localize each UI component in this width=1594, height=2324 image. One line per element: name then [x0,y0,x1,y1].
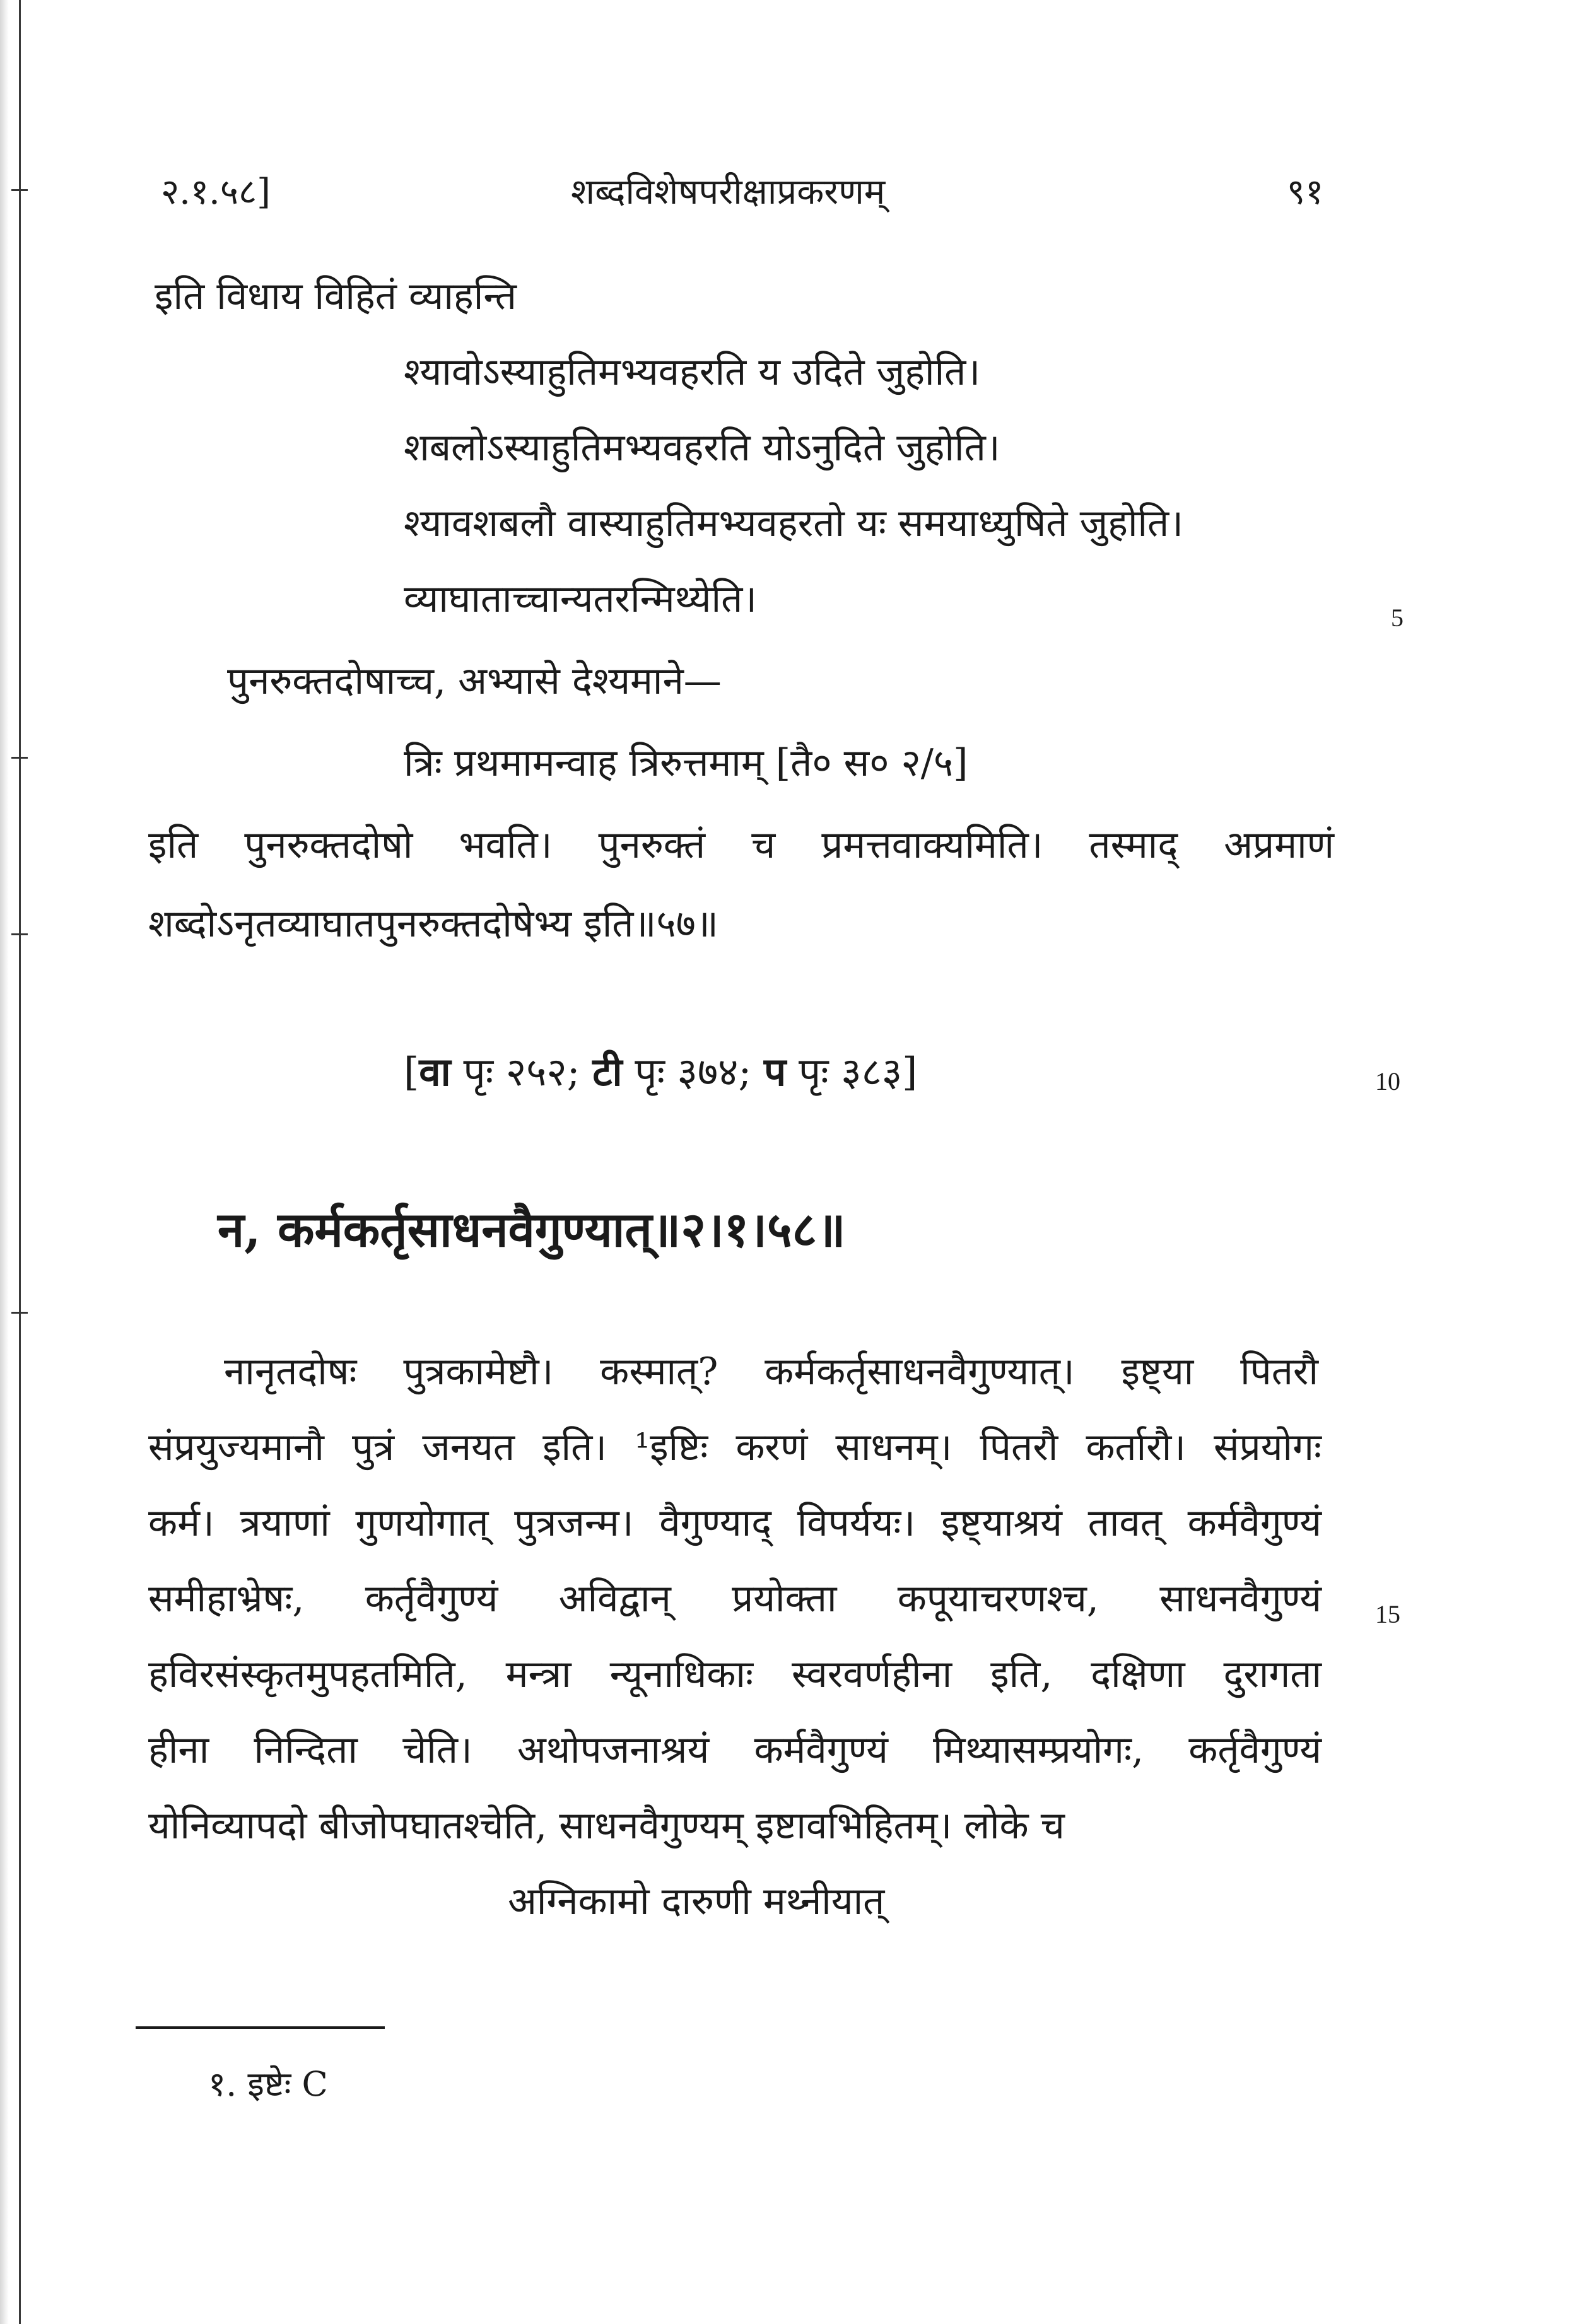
quote-line: श्यावशबलौ वास्याहुतिमभ्यवहरतो यः समयाध्युषिते जुहोति। [404,501,1183,546]
header-page-number: ९१ [1287,172,1324,213]
gutter-mark [11,1312,28,1314]
gutter-mark [11,933,28,935]
commentary-line: कर्म। त्रयाणां गुणयोगात् पुत्रजन्म। वैगुण्याद् विपर्ययः। इष्ट्याश्रयं तावत् कर्मवैगुण्यं [148,1501,1321,1545]
scan-edge-shadow [0,0,9,2324]
commentary-line: समीहाभ्रेषः, कर्तृवैगुण्यं अविद्वान् प्रयोक्ता कपूयाचरणश्च, साधनवैगुण्यं [148,1577,1321,1621]
reference-pa: प [764,1049,787,1095]
footnote-rule [136,2026,385,2029]
quote-line: त्रिः प्रथमामन्वाह त्रिरुत्तमाम् [तै० स० २/५] [404,741,968,785]
commentary-line: संप्रयुज्यमानौ पुत्रं जनयत इति। ¹इष्टिः करणं साधनम्। पितरौ कर्तारौ। संप्रयोगः [148,1425,1321,1469]
footnote: १. इष्टेः C [208,2064,328,2104]
line-number: 10 [1375,1067,1400,1095]
paragraph-line: इति पुनरुक्तदोषो भवति। पुनरुक्तं च प्रमत्तवाक्यमिति। तस्माद् अप्रमाणं [148,823,1334,867]
header-chapter-title: शब्दविशेषपरीक्षाप्रकरणम् [571,172,886,213]
reference-va: वा [419,1049,451,1095]
reference-ti: टी [592,1049,623,1095]
commentary-line: नानृतदोषः पुत्रकामेष्टौ। कस्मात्? कर्मकर्तृसाधनवैगुण्यात्। इष्ट्या पितरौ [224,1350,1318,1394]
reference-va-page: पृः २५२; [450,1049,593,1095]
edition-reference [404,1037,917,1107]
intro-line: इति विधाय विहितं व्याहन्ति [155,274,517,318]
line-number: 15 [1375,1600,1400,1628]
reference-pa-page: पृः ३८३] [786,1049,918,1095]
quote-line: व्याघाताच्चान्यतरन्मिथ्येति। [404,577,758,621]
paragraph-line: शब्दोऽनृतव्याघातपुनरुक्तदोषेभ्य इति॥५७॥ [148,902,718,946]
line-number: 5 [1391,604,1404,632]
header-verse-ref: २.१.५८] [161,172,271,213]
reference-open-bracket: [ [404,1049,419,1095]
punarukta-line: पुनरुक्तदोषाच्च, अभ्यासे देश्यमाने— [227,659,722,703]
quote-line: श्यावोऽस्याहुतिमभ्यवहरति य उदिते जुहोति। [404,350,981,394]
binding-edge-line [19,0,21,2324]
gutter-mark [11,757,28,759]
gutter-mark [11,189,28,191]
commentary-line: हविरसंस्कृतमुपहतमिति, मन्त्रा न्यूनाधिकाः स्वरवर्णहीना इति, दक्षिणा दुरागता [148,1652,1321,1696]
commentary-line: हीना निन्दिता चेति। अथोपजनाश्रयं कर्मवैगुण्यं मिथ्यासम्प्रयोगः, कर्तृवैगुण्यं [148,1728,1321,1772]
sutra-heading: न, कर्मकर्तृसाधनवैगुण्यात्॥२।१।५८॥ [218,1201,846,1258]
quote-line: शबलोऽस्याहुतिमभ्यवहरति योऽनुदिते जुहोति। [404,426,1000,470]
commentary-quote: अग्निकामो दारुणी मथ्नीयात् [508,1879,885,1924]
reference-ti-page: पृः ३७४; [622,1049,765,1095]
commentary-line: योनिव्यापदो बीजोपघातश्चेति, साधनवैगुण्यम् इष्टावभिहितम्। लोके च [148,1804,1065,1848]
